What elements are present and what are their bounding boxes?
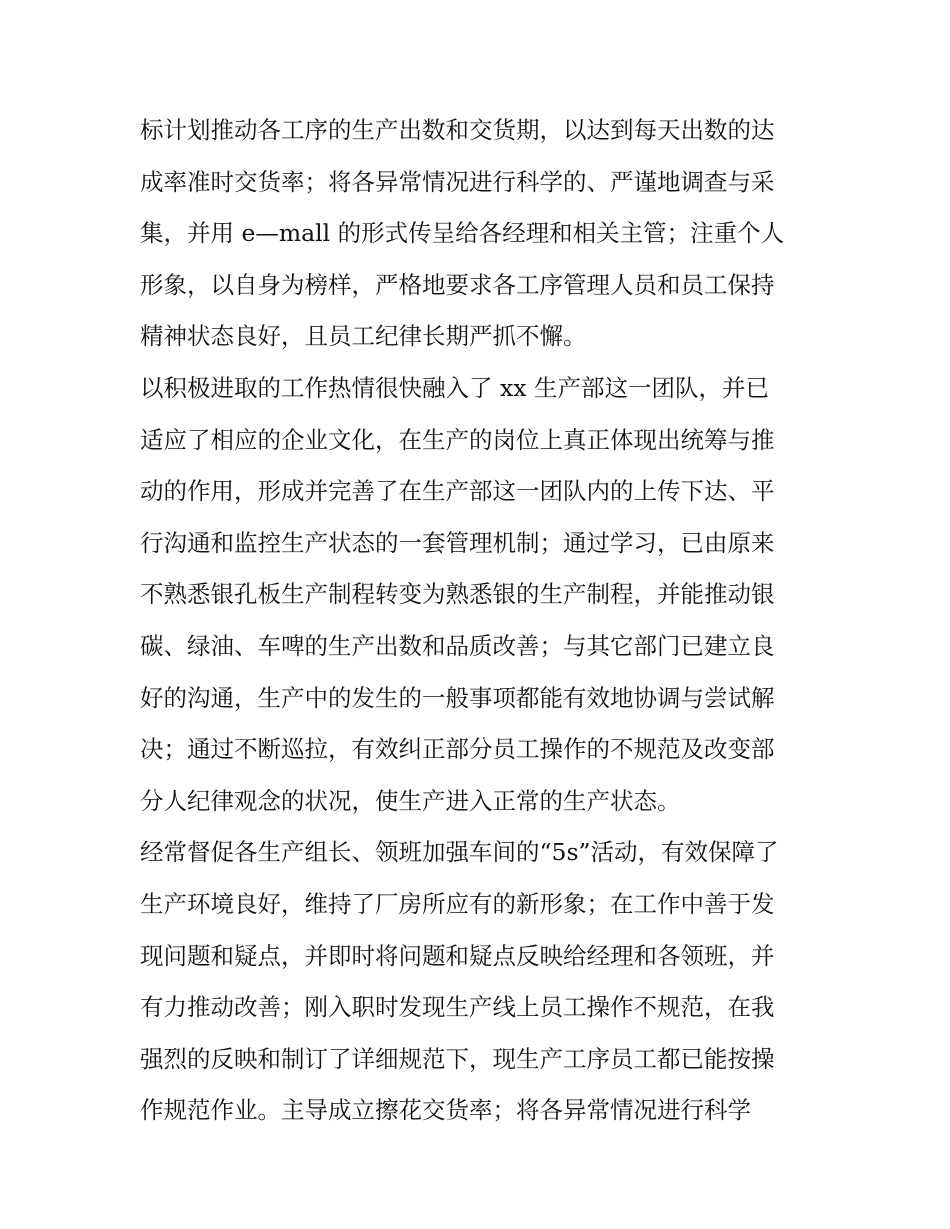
text-line: 决；通过不断巡拉，有效纠正部分员工操作的不规范及改变部 — [140, 735, 775, 764]
text-line: 动的作用，形成并完善了在生产部这一团队内的上传下达、平 — [140, 477, 775, 506]
text-line: 强烈的反映和制订了详细规范下，现生产工序员工都已能按操 — [140, 1044, 775, 1073]
text-line: 生产环境良好，维持了厂房所应有的新形象；在工作中善于发 — [140, 889, 775, 918]
text-line: 作规范作业。主导成立擦花交货率；将各异常情况进行科学 — [140, 1096, 751, 1125]
text-line: 经常督促各生产组长、领班加强车间的“5s”活动，有效保障了 — [140, 838, 779, 867]
text-line: 适应了相应的企业文化，在生产的岗位上真正体现出统筹与推 — [140, 425, 775, 454]
text-line: 分人纪律观念的状况，使生产进入正常的生产状态。 — [140, 786, 681, 815]
text-line: 标计划推动各工序的生产出数和交货期，以达到每天出数的达 — [140, 116, 775, 144]
text-line: 行沟通和监控生产状态的一套管理机制；通过学习，已由原来 — [140, 528, 775, 557]
text-line: 不熟悉银孔板生产制程转变为熟悉银的生产制程，并能推动银 — [140, 580, 775, 609]
text-line: 集，并用 e—mall 的形式传呈给各经理和相关主管；注重个人 — [140, 219, 785, 248]
text-line: 有力推动改善；刚入职时发现生产线上员工操作不规范，在我 — [140, 993, 775, 1022]
text-line: 形象，以自身为榜样，严格地要求各工序管理人员和员工保持 — [140, 270, 775, 299]
text-line: 成率准时交货率；将各异常情况进行科学的、严谨地调查与采 — [140, 167, 775, 196]
text-line: 现问题和疑点，并即时将问题和疑点反映给经理和各领班，并 — [140, 941, 775, 970]
text-line: 碳、绿油、车啤的生产出数和品质改善；与其它部门已建立良 — [140, 631, 775, 660]
text-line: 好的沟通，生产中的发生的一般事项都能有效地协调与尝试解 — [140, 683, 775, 712]
text-line: 精神状态良好，且员工纪律长期严抓不懈。 — [140, 322, 587, 351]
text-line: 以积极进取的工作热情很快融入了 xx 生产部这一团队，并已 — [140, 373, 769, 402]
body-text — [140, 108, 820, 1140]
